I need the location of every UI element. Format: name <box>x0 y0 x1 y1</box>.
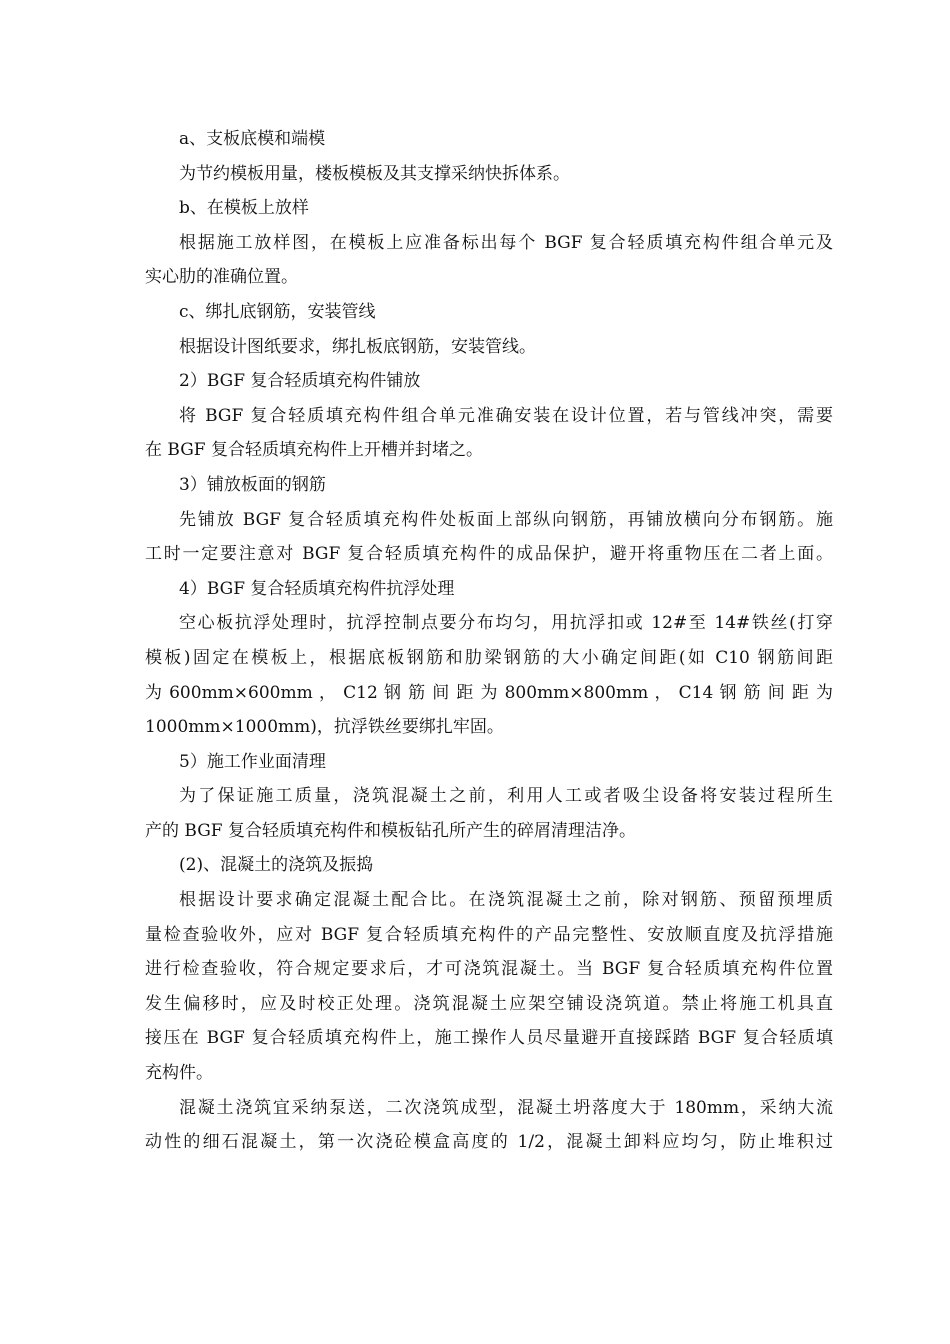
text-line: 为 600mm×600mm ， C12 钢 筋 间 距 为 800mm×800mm ， C14 钢 筋 间 距 为 <box>145 682 833 703</box>
text-line: 量检查验收外，应对 BGF 复合轻质填充构件的产品完整性、安放顺直度及抗浮措施 <box>145 924 833 945</box>
document-body <box>145 122 833 1160</box>
text-line: a、支板底模和端模 <box>179 129 326 149</box>
text-line: 先铺放 BGF 复合轻质填充构件处板面上部纵向钢筋，再铺放横向分布钢筋。施 <box>179 509 833 530</box>
text-line: 4）BGF 复合轻质填充构件抗浮处理 <box>179 578 455 599</box>
text-line: 混凝土浇筑宜采纳泵送，二次浇筑成型，混凝土坍落度大于 180mm，采纳大流 <box>179 1097 833 1118</box>
text-line: 根据设计要求确定混凝土配合比。在浇筑混凝土之前，除对钢筋、预留预埋质 <box>179 890 833 911</box>
text-line: (2)、混凝土的浇筑及振捣 <box>179 855 374 876</box>
text-line: 动性的细石混凝土，第一次浇砼模盒高度的 1/2，混凝土卸料应均匀，防止堆积过 <box>145 1132 833 1153</box>
text-line: 为了保证施工质量，浇筑混凝土之前，利用人工或者吸尘设备将安装过程所生 <box>179 786 833 807</box>
text-line: c、绑扎底钢筋，安装管线 <box>179 301 376 322</box>
text-line: 在 BGF 复合轻质填充构件上开槽并封堵之。 <box>145 440 483 461</box>
text-line: 实心肋的准确位置。 <box>145 267 298 288</box>
text-line: 模板)固定在模板上，根据底板钢筋和肋梁钢筋的大小确定间距(如 C10 钢筋间距 <box>145 647 833 668</box>
text-line: b、在模板上放样 <box>179 198 309 219</box>
text-line: 根据设计图纸要求，绑扎板底钢筋，安装管线。 <box>179 336 536 357</box>
text-line: 充构件。 <box>145 1063 213 1084</box>
text-line: 1000mm×1000mm)，抗浮铁丝要绑扎牢固。 <box>145 717 504 738</box>
text-line: 根据施工放样图，在模板上应准备标出每个 BGF 复合轻质填充构件组合单元及 <box>179 232 833 253</box>
text-line: 工时一定要注意对 BGF 复合轻质填充构件的成品保护，避开将重物压在二者上面。 <box>145 544 833 565</box>
text-line: 将 BGF 复合轻质填充构件组合单元准确安装在设计位置，若与管线冲突，需要 <box>179 405 833 426</box>
text-line: 产的 BGF 复合轻质填充构件和模板钻孔所产生的碎屑清理洁净。 <box>145 820 636 841</box>
text-line: 5）施工作业面清理 <box>179 751 326 772</box>
text-line: 发生偏移时，应及时校正处理。浇筑混凝土应架空铺设浇筑道。禁止将施工机具直 <box>145 993 833 1014</box>
text-line: 接压在 BGF 复合轻质填充构件上，施工操作人员尽量避开直接踩踏 BGF 复合轻质填 <box>145 1028 833 1049</box>
text-line: 空心板抗浮处理时，抗浮控制点要分布均匀，用抗浮扣或 12#至 14#铁丝(打穿 <box>179 613 833 634</box>
text-line: 为节约模板用量，楼板模板及其支撑采纳快拆体系。 <box>179 163 570 184</box>
text-line: 3）铺放板面的钢筋 <box>179 474 326 495</box>
text-line: 进行检查验收，符合规定要求后，才可浇筑混凝土。当 BGF 复合轻质填充构件位置 <box>145 959 833 980</box>
text-line: 2）BGF 复合轻质填充构件铺放 <box>179 371 421 392</box>
